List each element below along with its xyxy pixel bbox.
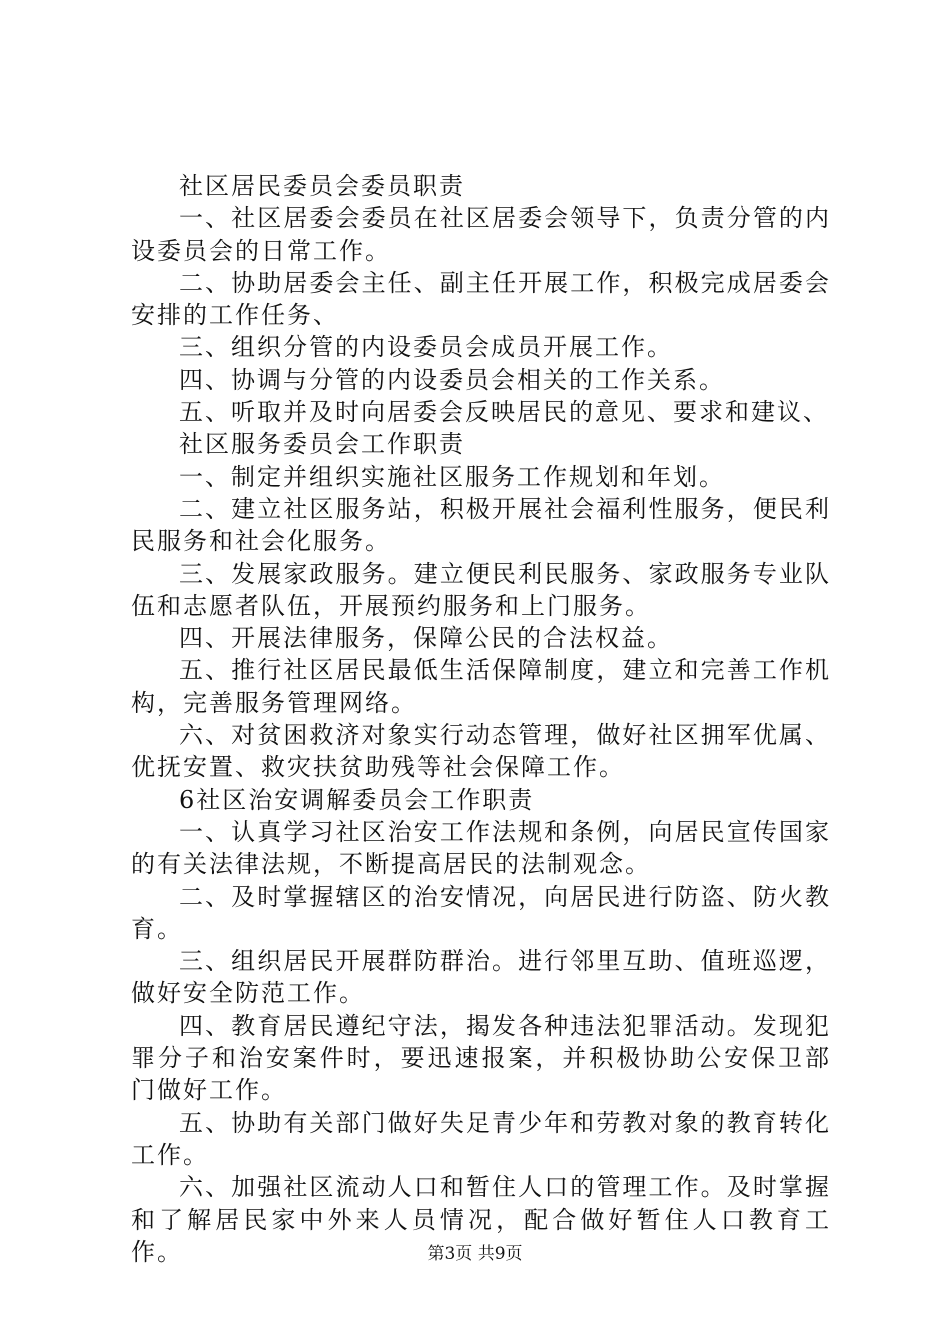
paragraph: 二、及时掌握辖区的治安情况，向居民进行防盗、防火教育。	[131, 882, 831, 943]
paragraph: 二、建立社区服务站，积极开展社会福利性服务，便民利民服务和社会化服务。	[131, 494, 831, 556]
paragraph: 二、协助居委会主任、副主任开展工作，积极完成居委会安排的工作任务、	[131, 268, 831, 330]
paragraph: 三、组织居民开展群防群治。进行邻里互助、值班巡逻，做好安全防范工作。	[131, 947, 831, 1008]
document-body	[131, 170, 831, 1268]
paragraph: 一、社区居委会委员在社区居委会领导下，负责分管的内设委员会的日常工作。	[131, 204, 831, 265]
paragraph: 六、对贫困救济对象实行动态管理，做好社区拥军优属、优抚安置、救灾扶贫助残等社会保障工作。	[131, 721, 831, 782]
paragraph: 五、推行社区居民最低生活保障制度，建立和完善工作机构，完善服务管理网络。	[131, 656, 831, 717]
section-heading-service-committee: 社区服务委员会工作职责	[179, 430, 465, 459]
paragraph: 五、协助有关部门做好失足青少年和劳教对象的教育转化工作。	[131, 1108, 831, 1169]
paragraph: 四、开展法律服务，保障公民的合法权益。	[179, 624, 673, 653]
paragraph: 一、制定并组织实施社区服务工作规划和年划。	[179, 462, 725, 491]
paragraph: 五、听取并及时向居委会反映居民的意见、要求和建议、	[179, 398, 829, 427]
paragraph: 四、协调与分管的内设委员会相关的工作关系。	[179, 365, 725, 394]
paragraph: 四、教育居民遵纪守法，揭发各种违法犯罪活动。发现犯罪分子和治安案件时，要迅速报案，并积极协助公安保卫部门做好工作。	[131, 1011, 831, 1105]
paragraph: 三、组织分管的内设委员会成员开展工作。	[179, 333, 673, 362]
paragraph: 六、加强社区流动人口和暂住人口的管理工作。及时掌握和了解居民家中外来人员情况，配合做好暂住人口教育工作。	[131, 1173, 831, 1266]
section-heading-resident-committee-members: 社区居民委员会委员职责	[179, 172, 465, 200]
paragraph: 三、发展家政服务。建立便民利民服务、家政服务专业队伍和志愿者队伍，开展预约服务和上门服务。	[131, 559, 831, 620]
section-heading-security-mediation-committee: 6社区治安调解委员会工作职责	[179, 785, 535, 814]
page-number-footer: 第3页 共9页	[427, 1244, 523, 1264]
paragraph: 一、认真学习社区治安工作法规和条例，向居民宣传国家的有关法律法规，不断提高居民的法制观念。	[131, 817, 831, 879]
